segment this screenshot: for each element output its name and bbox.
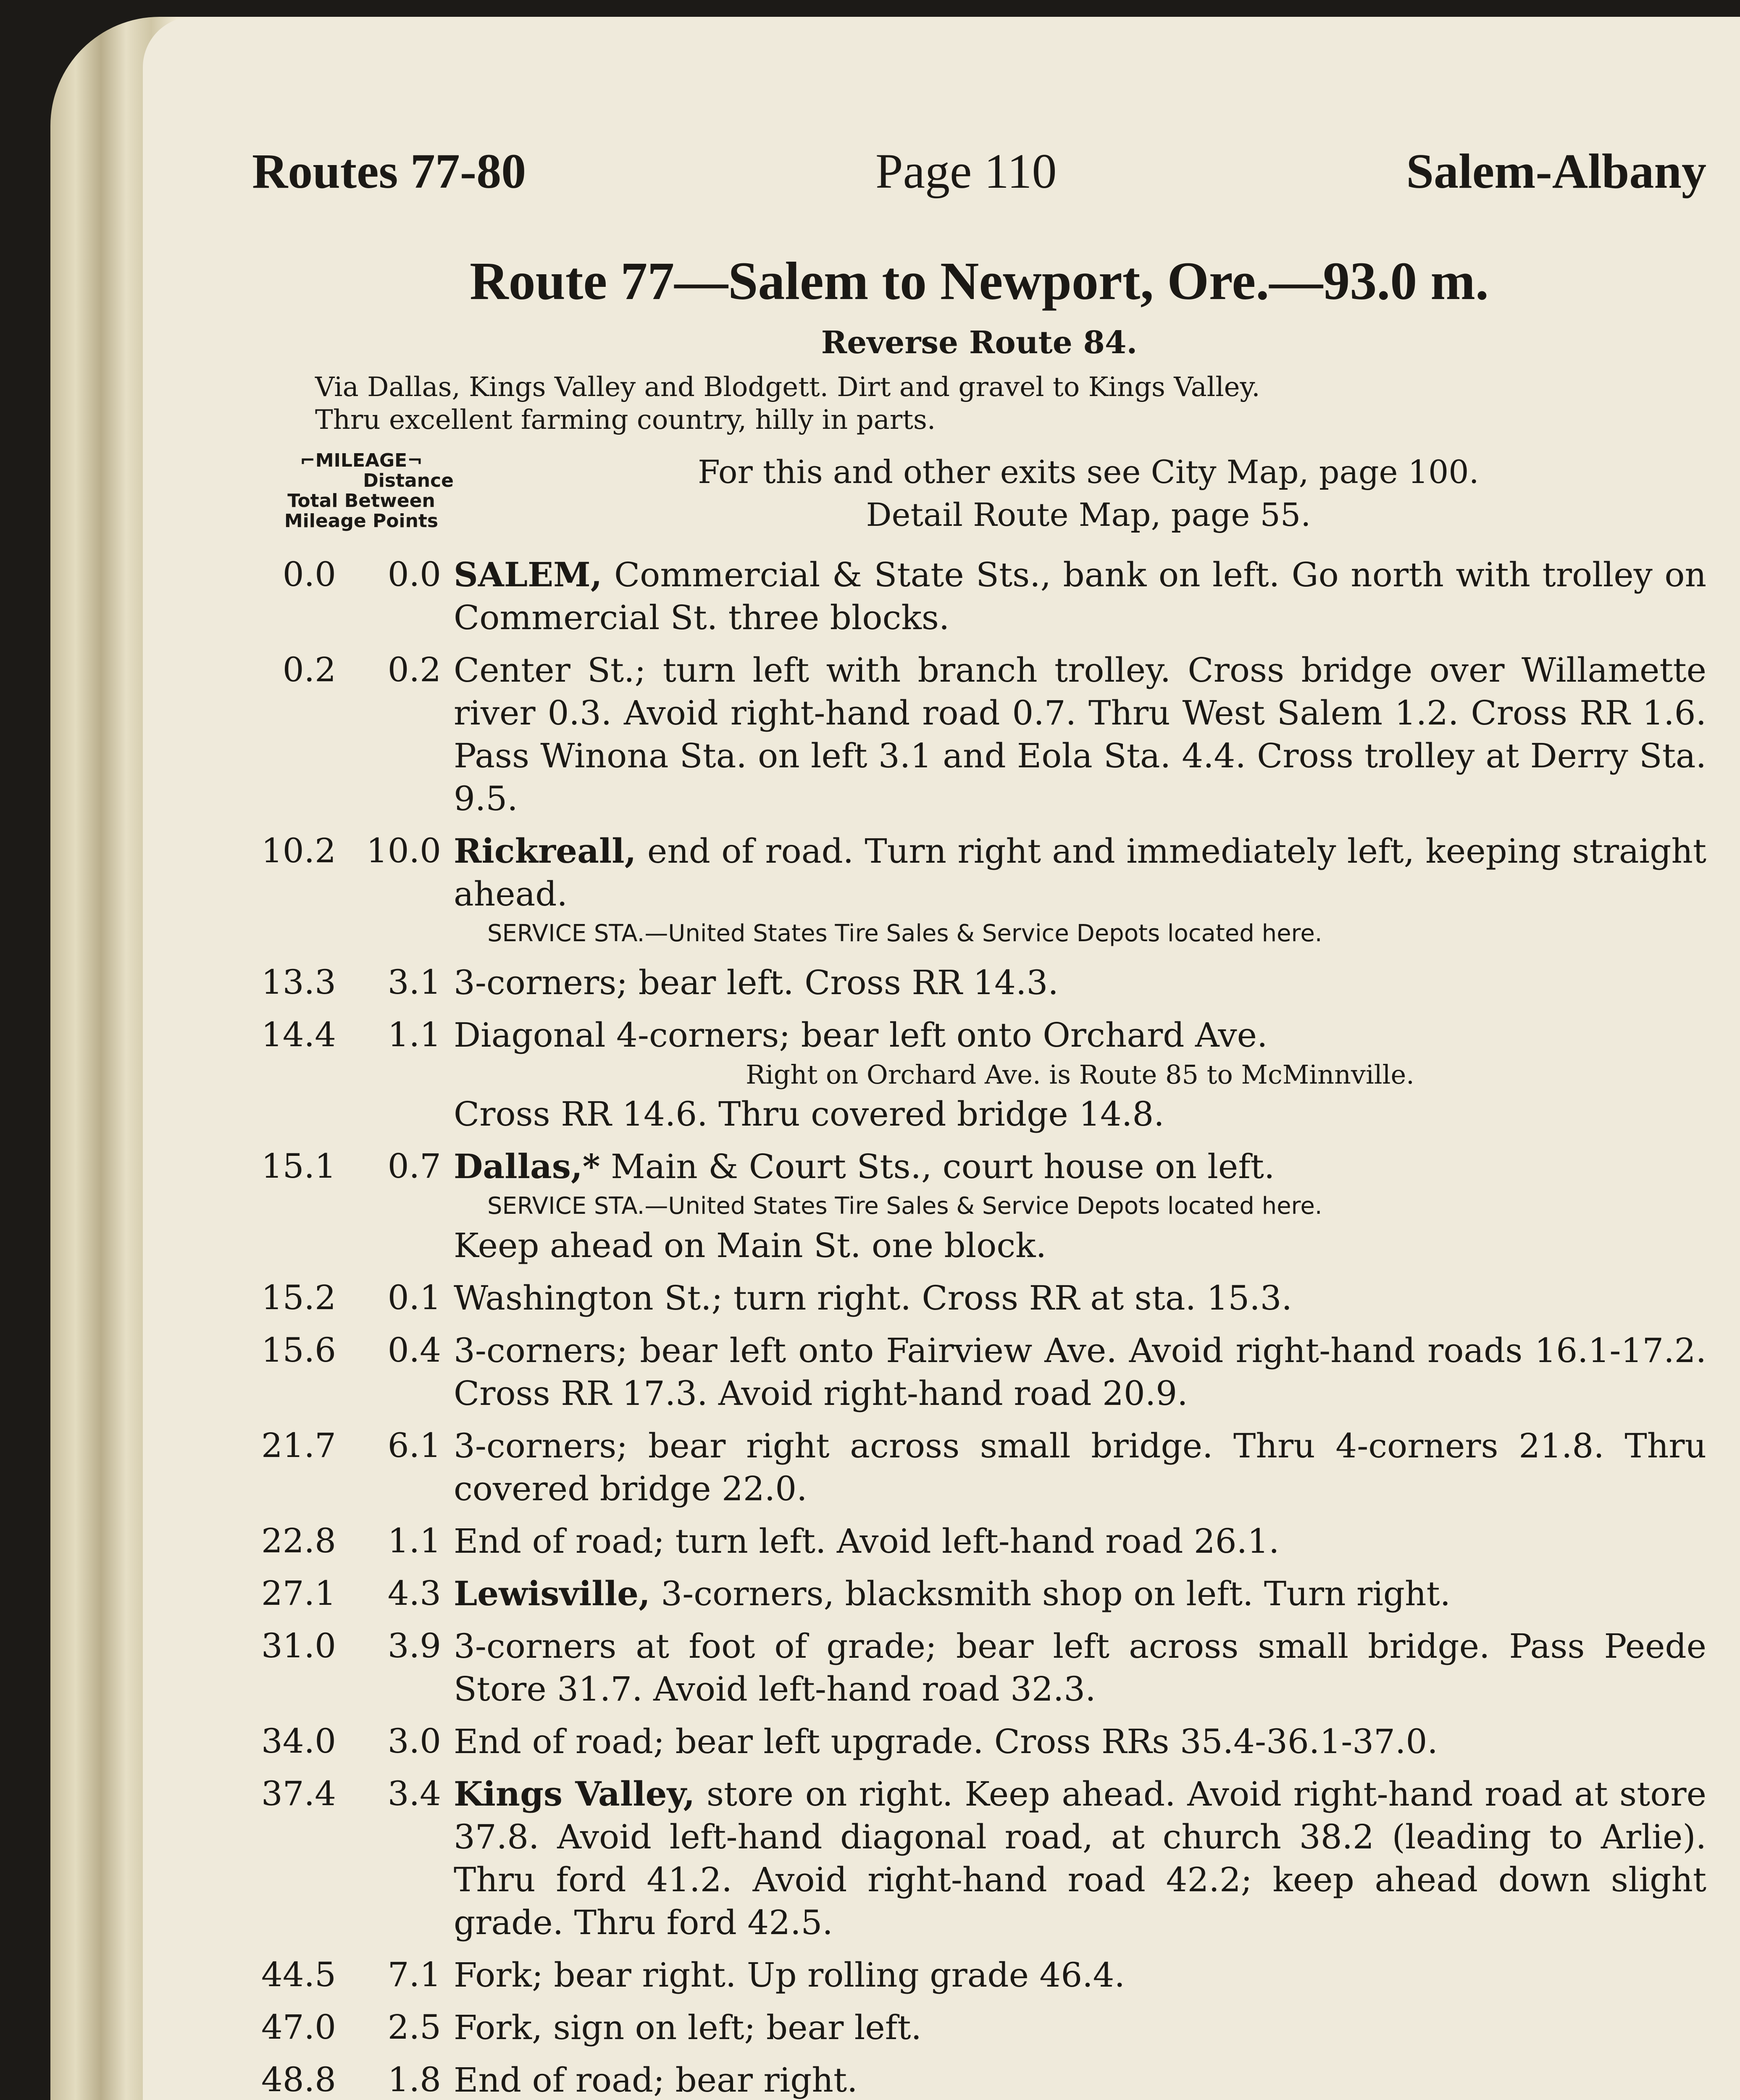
route-direction — [454, 1520, 1706, 1563]
mileage-total: 37.4 — [261, 1774, 336, 1813]
route-entry — [252, 1720, 1706, 1763]
route-entry — [252, 1276, 1706, 1320]
mileage-between: 3.1 — [387, 963, 441, 1002]
route-77-entries — [252, 553, 1706, 2100]
route-direction — [454, 648, 1706, 820]
service-station-note: SERVICE STA.—United States Tire Sales & Service Depots located here. — [487, 1192, 1322, 1220]
route-entry — [252, 1953, 1706, 1997]
direction-text: Fork; bear right. Up rolling grade 46.4. — [454, 1956, 1125, 1995]
mileage-total: 22.8 — [261, 1521, 336, 1560]
mileage-total: 15.1 — [261, 1147, 336, 1186]
route-77-mileage-header — [252, 451, 1706, 536]
route-77-exits: For this and other exits see City Map, page 100. Detail Route Map, page 55. — [698, 453, 1479, 533]
mileage-between: 6.1 — [387, 1426, 441, 1465]
route-direction — [454, 1772, 1706, 1944]
place-name: Rickreall, — [454, 831, 636, 871]
mileage-total: 48.8 — [261, 2060, 336, 2099]
direction-text: Commercial & State Sts., bank on left. Go north with trolley on Commercial St. three blocks. — [454, 555, 1706, 637]
direction-text: 3-corners; bear left onto Fairview Ave. Avoid right-hand roads 16.1-17.2. Cross RR 17.3. Avoid right-hand road 20.9. — [454, 1331, 1706, 1413]
direction-text: End of road; bear right. — [454, 2061, 858, 2100]
route-direction — [454, 830, 1706, 952]
mileage-between: 0.0 — [387, 555, 441, 594]
route-entry — [252, 1329, 1706, 1415]
route-entry — [252, 2006, 1706, 2049]
route-direction — [454, 961, 1706, 1004]
route-entry — [252, 1772, 1706, 1944]
mileage-total: 15.6 — [261, 1331, 336, 1370]
direction-text: Washington St.; turn right. Cross RR at sta. 15.3. — [454, 1278, 1292, 1318]
route-direction — [454, 553, 1706, 639]
route-direction — [454, 1953, 1706, 1997]
mileage-between: 7.1 — [387, 1955, 441, 1994]
mileage-between: 0.4 — [387, 1331, 441, 1370]
header-routes: Routes 77-80 — [252, 144, 526, 199]
route-77-section — [252, 250, 1706, 2100]
mileage-total: 34.0 — [261, 1722, 336, 1761]
mileage-total: 10.2 — [261, 831, 336, 870]
route-direction — [454, 1625, 1706, 1711]
direction-text: End of road; turn left. Avoid left-hand road 26.1. — [454, 1522, 1280, 1561]
route-direction — [454, 1720, 1706, 1763]
page-header — [252, 143, 1706, 200]
mileage-between: 3.0 — [387, 1722, 441, 1761]
mileage-between: 10.0 — [366, 831, 441, 870]
mileage-total: 0.2 — [282, 650, 336, 689]
route-77-via — [252, 371, 1706, 436]
mileage-total: 15.2 — [261, 1278, 336, 1317]
route-direction — [454, 1013, 1706, 1136]
direction-text: Main & Court Sts., court house on left. — [600, 1147, 1275, 1186]
direction-text: 3-corners, blacksmith shop on left. Turn right. — [650, 1574, 1451, 1613]
route-entry — [252, 648, 1706, 820]
route-entry — [252, 1013, 1706, 1136]
route-entry — [252, 830, 1706, 952]
mileage-total: 0.0 — [282, 555, 336, 594]
mileage-between: 1.1 — [387, 1521, 441, 1560]
place-name: Lewisville, — [454, 1574, 650, 1613]
direction-text: Center St.; turn left with branch trolley. Cross bridge over Willamette river 0.3. Avoid right-hand road 0.7. Thru West Salem 1.2. Cross RR 1.6. Pass Winona Sta. on left 3.1 and Eola Sta. 4.4. Cross trolley at Derry Sta. 9.5. — [454, 651, 1706, 818]
direction-text: End of road; bear left upgrade. Cross RRs 35.4-36.1-37.0. — [454, 1722, 1438, 1761]
mileage-between: 1.1 — [387, 1015, 441, 1054]
mileage-between: 3.4 — [387, 1774, 441, 1813]
mileage-between: 0.1 — [387, 1278, 441, 1317]
mileage-between: 3.9 — [387, 1626, 441, 1665]
mileage-between: 1.8 — [387, 2060, 441, 2099]
route-77-via-line-1: Via Dallas, Kings Valley and Blodgett. Dirt and gravel to Kings Valley. — [315, 372, 1260, 403]
route-direction — [454, 1145, 1706, 1267]
route-note: Right on Orchard Ave. is Route 85 to McMinnville. — [746, 1059, 1414, 1090]
route-entry — [252, 1145, 1706, 1267]
mileage-total: 13.3 — [261, 963, 336, 1002]
direction-text: store on right. Keep ahead. Avoid right-hand road at store 37.8. Avoid left-hand diagonal road, at church 38.2 (leading to Arlie). Thru ford 41.2. Avoid right-hand road 42.2; keep ahead down slight grade. Thru ford 42.5. — [454, 1774, 1706, 1942]
mileage-label: ⌐MILEAGE¬ Distance Total Between Mileage Points — [284, 450, 454, 532]
mileage-total: 47.0 — [261, 2008, 336, 2047]
mileage-between: 0.7 — [387, 1147, 441, 1186]
route-77-via-line-2: Thru excellent farming country, hilly in parts. — [315, 404, 936, 436]
mileage-total: 44.5 — [261, 1955, 336, 1994]
mileage-total: 31.0 — [261, 1626, 336, 1665]
route-entry — [252, 961, 1706, 1004]
direction-text: 3-corners; bear right across small bridge. Thru 4-corners 21.8. Thru covered bridge 22.0. — [454, 1426, 1706, 1508]
route-direction — [454, 1329, 1706, 1415]
direction-text-continued: Keep ahead on Main St. one block. — [454, 1226, 1047, 1265]
route-77-reverse: Reverse Route 84. — [821, 325, 1138, 361]
place-name: SALEM, — [454, 555, 602, 594]
mileage-between: 4.3 — [387, 1574, 441, 1613]
route-77-title: Route 77—Salem to Newport, Ore.—93.0 m. — [470, 251, 1489, 311]
direction-text: 3-corners at foot of grade; bear left across small bridge. Pass Peede Store 31.7. Avoid left-hand road 32.3. — [454, 1627, 1706, 1709]
route-entry — [252, 2058, 1706, 2100]
header-cities: Salem-Albany — [1406, 144, 1706, 199]
route-entry — [252, 1572, 1706, 1615]
service-station-note: SERVICE STA.—United States Tire Sales & Service Depots located here. — [487, 920, 1322, 947]
mileage-between: 0.2 — [387, 650, 441, 689]
mileage-between: 2.5 — [387, 2008, 441, 2047]
mileage-total: 14.4 — [261, 1015, 336, 1054]
route-entry — [252, 1520, 1706, 1563]
mileage-total: 21.7 — [261, 1426, 336, 1465]
direction-text: end of road. Turn right and immediately left, keeping straight ahead. — [454, 832, 1706, 914]
direction-text-continued: Cross RR 14.6. Thru covered bridge 14.8. — [454, 1095, 1164, 1134]
book-page — [143, 17, 1740, 2100]
route-entry — [252, 1625, 1706, 1711]
direction-text: 3-corners; bear left. Cross RR 14.3. — [454, 963, 1059, 1002]
route-direction — [454, 1276, 1706, 1320]
mileage-total: 27.1 — [261, 1574, 336, 1613]
route-direction — [454, 2058, 1706, 2100]
header-page-number: Page 110 — [875, 144, 1057, 199]
place-name: Dallas,* — [454, 1147, 600, 1186]
direction-text: Fork, sign on left; bear left. — [454, 2008, 922, 2047]
route-direction — [454, 2006, 1706, 2049]
route-direction — [454, 1572, 1706, 1615]
route-entry — [252, 1424, 1706, 1510]
route-entry — [252, 553, 1706, 639]
direction-text: Diagonal 4-corners; bear left onto Orchard Ave. — [454, 1016, 1268, 1055]
route-direction — [454, 1424, 1706, 1510]
place-name: Kings Valley, — [454, 1774, 695, 1814]
